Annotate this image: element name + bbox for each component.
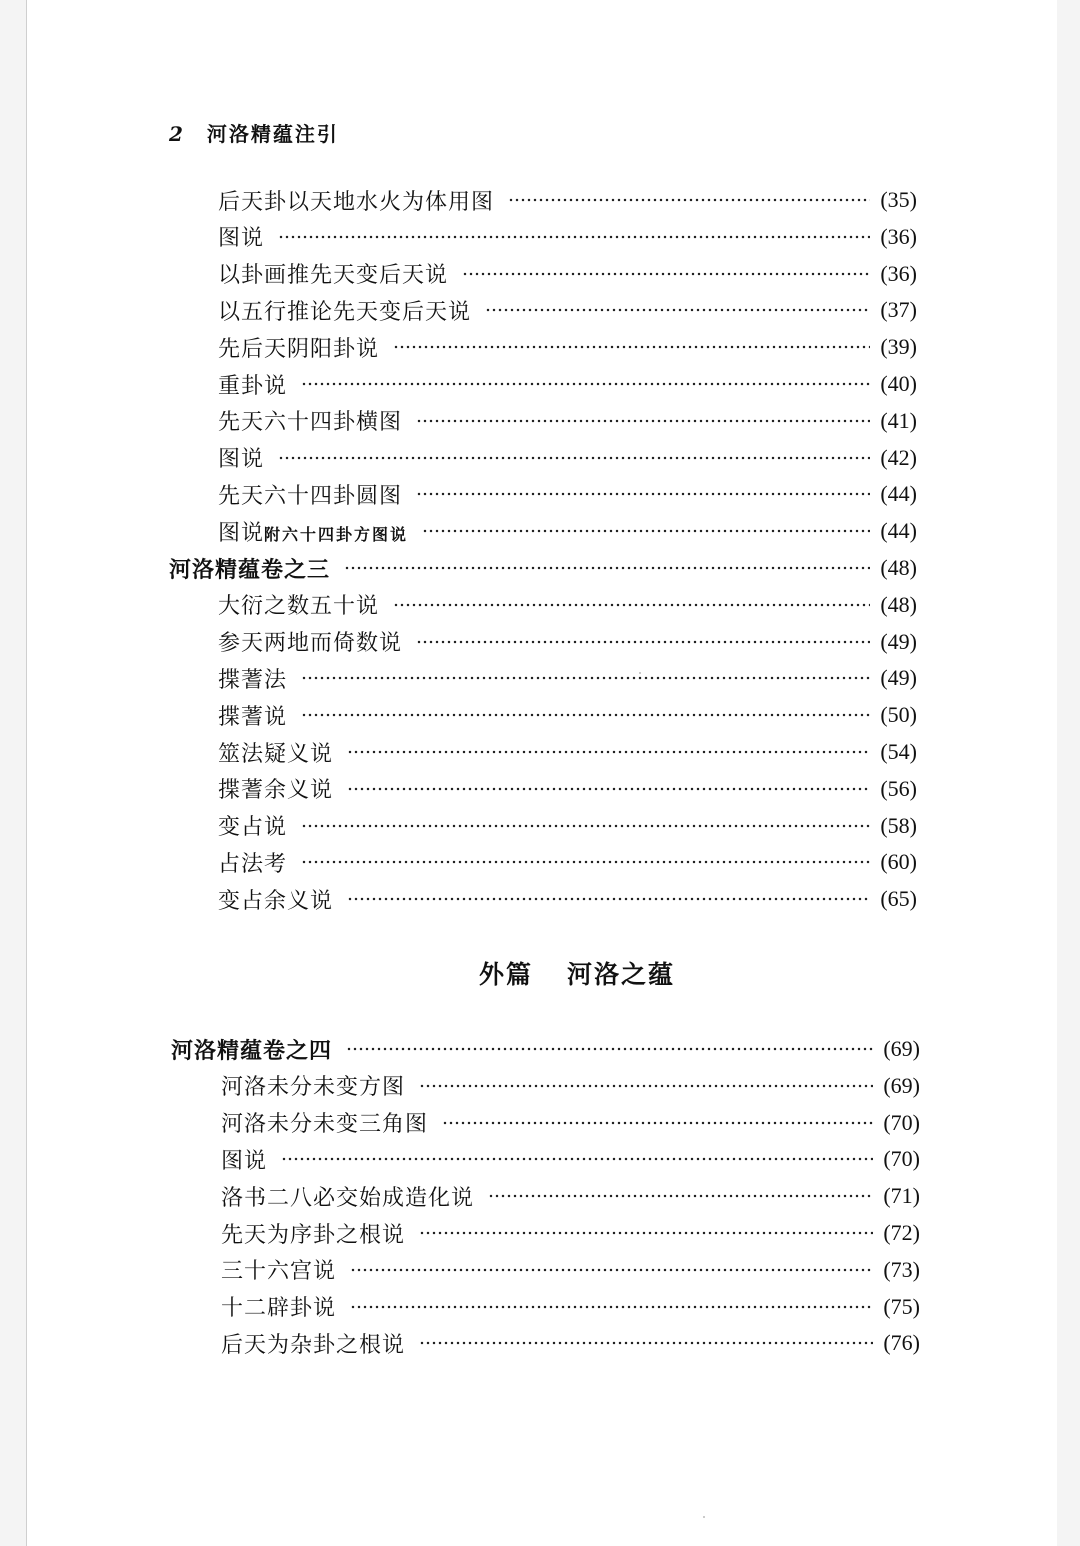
toc-entry-title-text: 图说 — [221, 1148, 268, 1174]
toc-entry-title-text: 变占说 — [218, 815, 288, 841]
toc-entry-title — [218, 773, 333, 804]
toc-page-number: (65) — [880, 886, 917, 912]
toc-entry-title — [218, 185, 494, 216]
dot-leader — [442, 1121, 873, 1125]
toc-entry-title — [221, 1291, 336, 1322]
toc-entry-title-text: 以五行推论先天变后天说 — [218, 299, 472, 325]
dot-leader — [301, 713, 870, 717]
scan-speck — [703, 1516, 705, 1518]
page-number: 2 — [169, 122, 185, 146]
running-head — [169, 118, 339, 147]
toc-entry-title — [218, 295, 471, 326]
toc-entry-title — [218, 626, 402, 657]
toc-entry-row — [218, 516, 917, 546]
toc-entry-row — [218, 737, 917, 767]
toc-entry-row — [218, 774, 917, 804]
scan-speck — [639, 672, 641, 674]
toc-page-number: (69) — [883, 1036, 920, 1061]
toc-entry-title — [221, 1070, 405, 1101]
toc-entry-title — [218, 737, 333, 768]
toc-entry-title-text: 占法考 — [218, 851, 288, 877]
toc-entry-title-text: 大衍之数五十说 — [218, 594, 380, 620]
toc-entry-row — [218, 811, 917, 841]
dot-leader — [419, 1341, 873, 1345]
dot-leader — [488, 1194, 873, 1198]
toc-entry-row — [221, 1218, 920, 1248]
toc-entry-title — [218, 479, 402, 510]
toc-entry-title — [218, 810, 287, 841]
toc-entry-row — [221, 1181, 920, 1211]
toc-entry-note: 附六十四卦方图说 — [264, 524, 409, 544]
dot-leader — [301, 824, 870, 828]
toc-entry-title-text: 河洛未分未变三角图 — [221, 1112, 429, 1138]
toc-page-number: (44) — [880, 518, 917, 544]
toc-entry-title-text: 河洛精蕴卷之四 — [171, 1037, 333, 1064]
toc-entry-row — [218, 847, 917, 877]
toc-entry-title — [218, 442, 264, 473]
toc-entry-title — [218, 589, 379, 620]
toc-page-number: (54) — [880, 739, 917, 764]
toc-entry-title-text: 十二辟卦说 — [221, 1296, 337, 1322]
toc-page-number: (70) — [883, 1146, 920, 1172]
toc-entry-row — [221, 1328, 920, 1358]
toc-entry-row — [218, 884, 917, 914]
toc-entry-title — [171, 1034, 332, 1065]
part-heading — [27, 955, 1080, 991]
toc-entry-row — [218, 627, 917, 657]
dot-leader — [419, 1084, 873, 1088]
dot-leader — [485, 308, 870, 312]
dot-leader — [416, 419, 870, 423]
toc-entry-title-text: 河洛精蕴卷之三 — [169, 556, 331, 583]
toc-entry-title-text: 揲蓍说 — [218, 704, 288, 730]
toc-entry-title-text: 后天卦以天地水火为体用图 — [218, 189, 495, 215]
toc-page-number: (56) — [880, 775, 917, 801]
toc-page-number: (60) — [880, 849, 917, 875]
toc-entry-title — [218, 700, 287, 731]
toc-entry-title — [218, 405, 402, 436]
toc-chapter-row — [171, 1034, 920, 1064]
dot-leader — [344, 566, 870, 570]
dot-leader — [416, 492, 870, 496]
toc-entry-row — [221, 1292, 920, 1322]
toc-page-number: (48) — [880, 555, 917, 580]
toc-page-number: (37) — [880, 297, 917, 323]
toc-entry-row — [221, 1108, 920, 1138]
toc-entry-title — [221, 1254, 336, 1285]
toc-entry-row — [218, 700, 917, 730]
toc-entry-row — [221, 1255, 920, 1285]
toc-entry-title-text: 三十六宫说 — [221, 1259, 337, 1285]
toc-entry-row — [221, 1071, 920, 1101]
toc-page-number: (48) — [880, 591, 917, 617]
toc-page-number: (76) — [883, 1330, 920, 1356]
toc-entry-title — [221, 1218, 405, 1249]
toc-entry-title — [221, 1181, 474, 1212]
toc-page-number: (35) — [880, 187, 917, 212]
toc-page-number: (50) — [880, 702, 917, 728]
dot-leader — [346, 1047, 873, 1051]
dot-leader — [350, 1305, 873, 1309]
toc-entry-row — [218, 332, 917, 362]
toc-entry-row — [221, 1144, 920, 1174]
dot-leader — [281, 1157, 873, 1161]
toc-entry-row — [218, 590, 917, 620]
dot-leader — [393, 345, 870, 349]
toc-entry-title — [218, 369, 287, 400]
toc-entry-title-text: 筮法疑义说 — [218, 741, 334, 767]
toc-entry-row — [218, 479, 917, 509]
toc-entry-title-text: 先天为序卦之根说 — [221, 1222, 406, 1248]
toc-entry-title — [221, 1107, 428, 1138]
toc-entry-title — [218, 258, 448, 289]
toc-page-number: (71) — [883, 1183, 920, 1209]
toc-entry-title-text: 揲蓍法 — [218, 667, 288, 693]
toc-entry-row — [218, 185, 917, 215]
dot-leader — [347, 750, 870, 754]
toc-entry-title — [169, 553, 330, 584]
toc-page-number: (39) — [880, 334, 917, 360]
toc-entry-row — [218, 443, 917, 473]
toc-entry-row — [218, 663, 917, 693]
toc-page-number: (36) — [880, 260, 917, 286]
toc-entry-title-text: 河洛未分未变方图 — [221, 1075, 406, 1101]
toc-entry-title — [218, 847, 287, 878]
toc-page-number: (75) — [883, 1293, 920, 1319]
part-title: 河洛之蕴 — [567, 960, 676, 989]
dot-leader — [419, 1231, 873, 1235]
toc-entry-title-text: 图说 — [218, 226, 265, 252]
toc-entry-title — [218, 884, 333, 915]
toc-entry-row — [218, 406, 917, 436]
toc-entry-title-text: 后天为杂卦之根说 — [221, 1332, 406, 1358]
toc-page-number: (40) — [880, 371, 917, 396]
dot-leader — [278, 235, 870, 239]
dot-leader — [278, 456, 870, 460]
toc-page-number: (36) — [880, 223, 917, 249]
dot-leader — [301, 676, 870, 680]
toc-page-number: (58) — [880, 812, 917, 838]
toc-entry-title-text: 变占余义说 — [218, 888, 334, 914]
dot-leader — [350, 1268, 873, 1272]
toc-chapter-row — [169, 553, 917, 583]
dot-leader — [347, 897, 870, 901]
toc-page-number: (49) — [880, 665, 917, 691]
toc-entry-title-text: 揲蓍余义说 — [218, 778, 334, 804]
toc-entry-title-text: 图说 — [218, 447, 265, 473]
dot-leader — [416, 640, 870, 644]
toc-entry-row — [218, 369, 917, 399]
part-label: 外篇 — [478, 960, 533, 989]
toc-page-number: (41) — [880, 407, 917, 433]
book-title: 河洛精蕴注引 — [206, 122, 339, 146]
toc-entry-title-text: 洛书二八必交始成造化说 — [221, 1185, 475, 1211]
toc-page-number: (49) — [880, 628, 917, 654]
dot-leader — [422, 529, 870, 533]
book-page — [26, 0, 1057, 1546]
toc-entry-row — [218, 222, 917, 252]
toc-entry-title — [218, 332, 379, 363]
dot-leader — [462, 272, 870, 276]
toc-page-number: (70) — [883, 1109, 920, 1135]
dot-leader — [508, 198, 870, 202]
toc-page-number: (69) — [883, 1072, 920, 1098]
dot-leader — [301, 860, 870, 864]
toc-page-number: (44) — [880, 481, 917, 507]
toc-entry-title — [218, 516, 408, 547]
toc-entry-title-text: 以卦画推先天变后天说 — [218, 263, 449, 289]
toc-entry-title — [221, 1144, 267, 1175]
toc-entry-title-text: 先天六十四卦圆图 — [218, 483, 403, 509]
toc-page-number: (73) — [883, 1256, 920, 1282]
toc-entry-title — [218, 663, 287, 694]
dot-leader — [301, 382, 870, 386]
toc-entry-title — [218, 221, 264, 252]
toc-entry-title-text: 重卦说 — [218, 373, 288, 399]
toc-entry-title-text: 图说 — [218, 520, 265, 546]
toc-entry-title-text: 先天六十四卦横图 — [218, 410, 403, 436]
toc-entry-title-text: 先后天阴阳卦说 — [218, 336, 380, 362]
toc-page-number: (42) — [880, 444, 917, 470]
toc-entry-title — [221, 1328, 405, 1359]
toc-page-number: (72) — [883, 1220, 920, 1245]
dot-leader — [347, 787, 870, 791]
toc-entry-row — [218, 259, 917, 289]
toc-entry-title-text: 参天两地而倚数说 — [218, 631, 403, 657]
toc-entry-row — [218, 295, 917, 325]
dot-leader — [393, 603, 870, 607]
